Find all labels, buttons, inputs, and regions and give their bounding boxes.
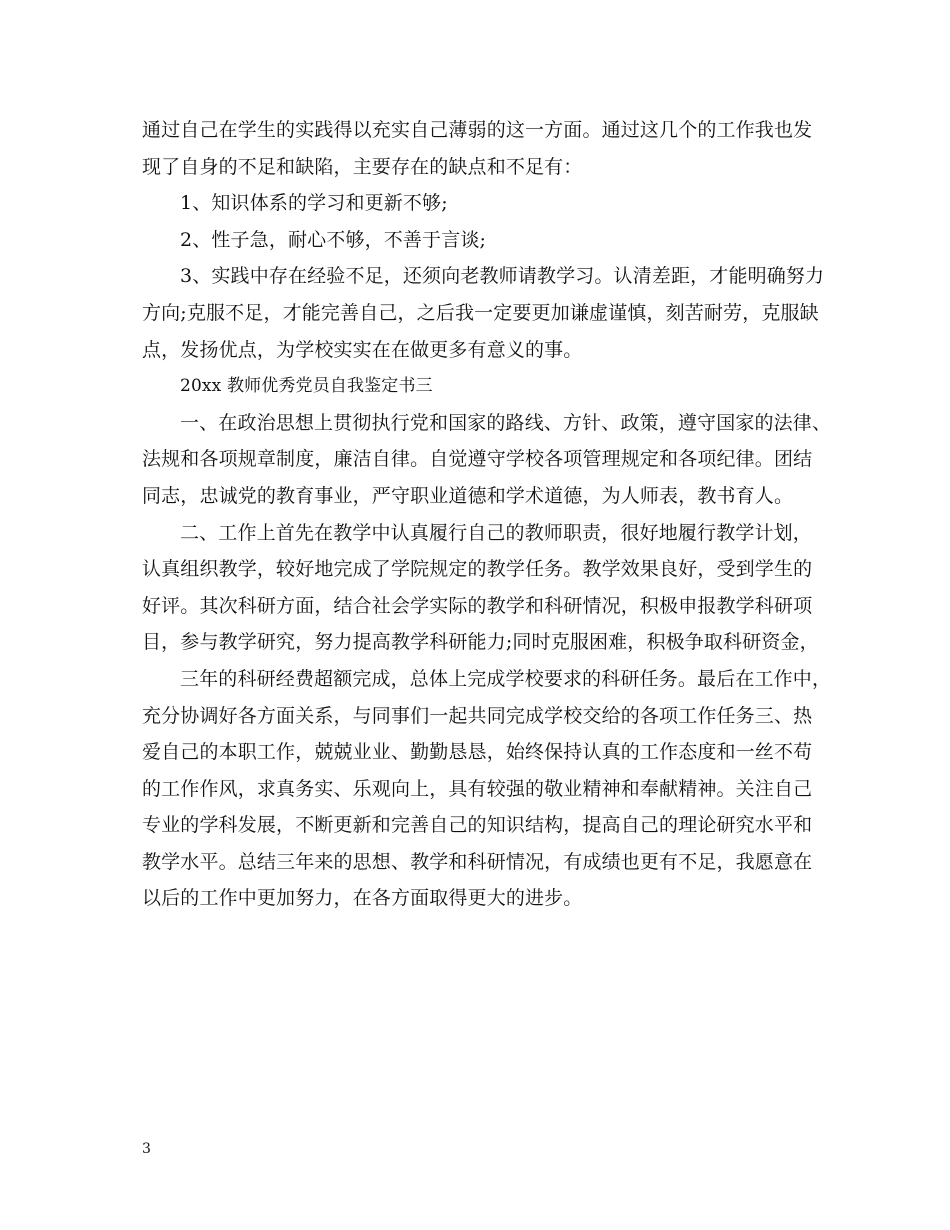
paragraph-line: 好评。其次科研方面，结合社会学实际的教学和科研情况，积极申报教学科研项 <box>142 594 813 617</box>
paragraph-line: 专业的学科发展，不断更新和完善自己的知识结构，提高自己的理论研究水平和 <box>142 814 813 837</box>
paragraph-line: 三年的科研经费超额完成，总体上完成学校要求的科研任务。最后在工作中， <box>180 667 832 690</box>
list-item-1: 1、知识体系的学习和更新不够; <box>180 192 448 215</box>
paragraph-line: 爱自己的本职工作，兢兢业业、勤勤恳恳，始终保持认真的工作态度和一丝不苟 <box>142 741 813 764</box>
page-number: 3 <box>142 1141 151 1157</box>
list-item-2: 2、性子急，耐心不够，不善于言谈; <box>180 228 487 251</box>
paragraph-line: 充分协调好各方面关系，与同事们一起共同完成学校交给的各项工作任务三、热 <box>142 704 813 727</box>
paragraph-line: 方向;克服不足，才能完善自己，之后我一定要更加谦虚谨慎，刻苦耐劳，克服缺 <box>142 301 819 324</box>
paragraph-line: 通过自己在学生的实践得以充实自己薄弱的这一方面。通过这几个的工作我也发 <box>142 119 813 141</box>
paragraph-line: 的工作作风，求真务实、乐观向上，具有较强的敬业精神和奉献精神。关注自己 <box>142 777 813 800</box>
paragraph-line: 现了自身的不足和缺陷，主要存在的缺点和不足有： <box>142 155 583 178</box>
paragraph-line: 二、工作上首先在教学中认真履行自己的教师职责，很好地履行教学计划， <box>180 521 812 544</box>
paragraph-line: 法规和各项规章制度，廉洁自律。自觉遵守学校各项管理规定和各项纪律。团结 <box>142 448 813 471</box>
document-body <box>142 112 832 917</box>
paragraph-line: 认真组织教学，较好地完成了学院规定的教学任务。教学效果良好，受到学生的 <box>142 558 813 581</box>
list-item-3: 3、实践中存在经验不足，还须向老教师请教学习。认清差距，才能明确努力 <box>180 265 825 288</box>
paragraph-line: 点，发扬优点，为学校实实在在做更多有意义的事。 <box>142 338 583 361</box>
paragraph-line: 同志，忠诚党的教育事业，严守职业道德和学术道德，为人师表，教书育人。 <box>142 484 794 507</box>
paragraph-line: 目，参与教学研究，努力提高教学科研能力;同时克服困难，积极争取科研资金， <box>142 631 819 654</box>
paragraph-line: 一、在政治思想上贯彻执行党和国家的路线、方针、政策，遵守国家的法律、 <box>180 411 832 434</box>
section-heading: 20xx 教师优秀党员自我鉴定书三 <box>180 376 433 397</box>
paragraph-line: 以后的工作中更加努力，在各方面取得更大的进步。 <box>142 887 583 910</box>
paragraph-line: 教学水平。总结三年来的思想、教学和科研情况，有成绩也更有不足，我愿意在 <box>142 850 813 873</box>
